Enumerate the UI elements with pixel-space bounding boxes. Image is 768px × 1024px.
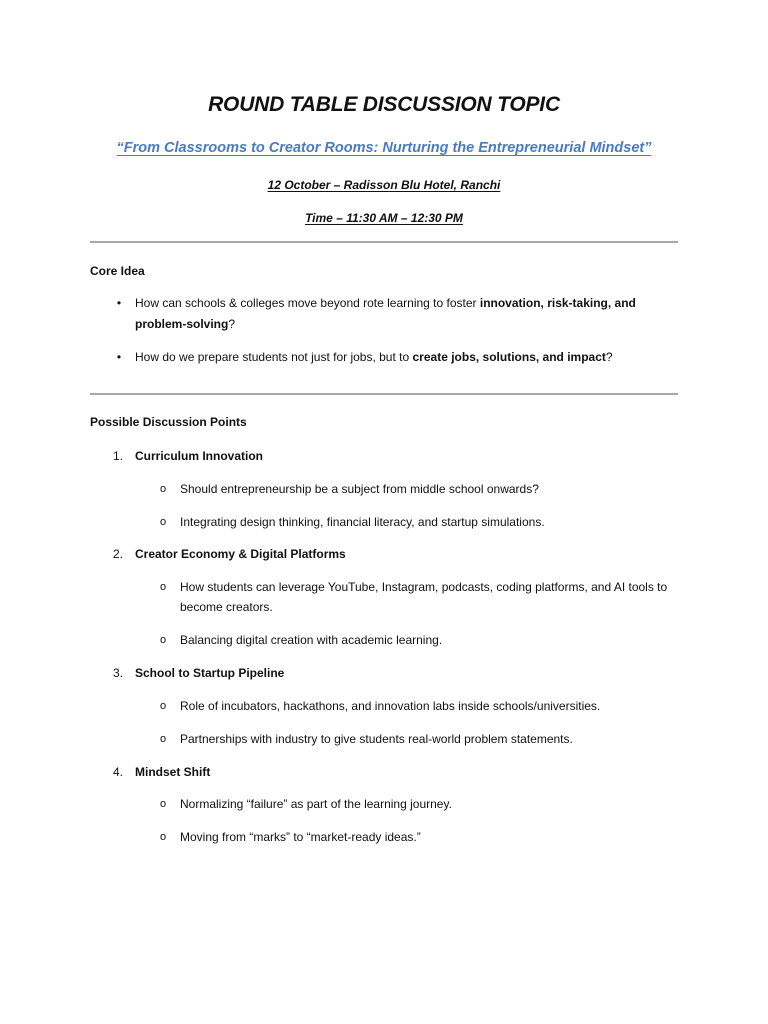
point-title: Curriculum Innovation xyxy=(135,449,264,463)
sub-point-text: Integrating design thinking, financial literacy, and startup simulations. xyxy=(180,515,545,529)
circle-bullet-icon: o xyxy=(159,516,167,528)
discussion-points-heading: Possible Discussion Points xyxy=(90,415,247,429)
core-idea-bullet xyxy=(113,293,673,335)
sub-point xyxy=(158,512,678,532)
core-idea-heading: Core Idea xyxy=(90,264,145,278)
sub-point xyxy=(158,696,678,716)
sub-point-text: Balancing digital creation with academic learning. xyxy=(180,633,443,647)
point-number: 2. xyxy=(113,547,124,561)
sub-point xyxy=(158,827,678,847)
event-time: Time – 11:30 AM – 12:30 PM xyxy=(305,211,463,225)
discussion-point xyxy=(113,665,284,681)
sub-point-text: Partnerships with industry to give students real-world problem statements. xyxy=(180,732,573,746)
point-number: 3. xyxy=(113,666,124,680)
divider xyxy=(90,241,678,243)
point-title: Creator Economy & Digital Platforms xyxy=(135,547,346,561)
bullet-text: How do we prepare students not just for jobs, but to create jobs, solutions, and impact? xyxy=(135,350,613,364)
sub-point-text: Should entrepreneurship be a subject from middle school onwards? xyxy=(180,482,539,496)
sub-point xyxy=(158,479,678,499)
bullet-icon: • xyxy=(116,296,122,310)
discussion-point xyxy=(113,764,210,780)
divider xyxy=(90,393,678,395)
sub-point-text: Normalizing “failure” as part of the learning journey. xyxy=(180,797,452,811)
point-title: Mindset Shift xyxy=(135,765,211,779)
topic-subtitle: “From Classrooms to Creator Rooms: Nurturing the Entrepreneurial Mindset” xyxy=(116,140,652,156)
sub-point-text: Role of incubators, hackathons, and innovation labs inside schools/universities. xyxy=(180,699,601,713)
sub-point xyxy=(158,577,678,617)
sub-point xyxy=(158,630,678,650)
bullet-text: How can schools & colleges move beyond rote learning to foster innovation, risk-taking, and problem-solving? xyxy=(135,296,636,331)
sub-point xyxy=(158,729,678,749)
point-number: 1. xyxy=(113,449,124,463)
date-venue: 12 October – Radisson Blu Hotel, Ranchi xyxy=(267,178,501,192)
core-idea-bullet xyxy=(113,347,673,368)
circle-bullet-icon: o xyxy=(159,733,167,745)
circle-bullet-icon: o xyxy=(159,483,167,495)
circle-bullet-icon: o xyxy=(159,798,167,810)
circle-bullet-icon: o xyxy=(159,634,167,646)
discussion-point xyxy=(113,448,263,464)
bullet-icon: • xyxy=(116,350,122,364)
sub-point-text: Moving from “marks” to “market-ready ideas.” xyxy=(180,830,421,844)
page-title: ROUND TABLE DISCUSSION TOPIC xyxy=(208,93,560,116)
point-title: School to Startup Pipeline xyxy=(135,666,285,680)
point-number: 4. xyxy=(113,765,124,779)
discussion-point xyxy=(113,546,346,562)
sub-point xyxy=(158,794,678,814)
circle-bullet-icon: o xyxy=(159,700,167,712)
circle-bullet-icon: o xyxy=(159,831,167,843)
circle-bullet-icon: o xyxy=(159,581,167,593)
sub-point-text: How students can leverage YouTube, Instagram, podcasts, coding platforms, and AI tools to become creators. xyxy=(180,580,668,614)
